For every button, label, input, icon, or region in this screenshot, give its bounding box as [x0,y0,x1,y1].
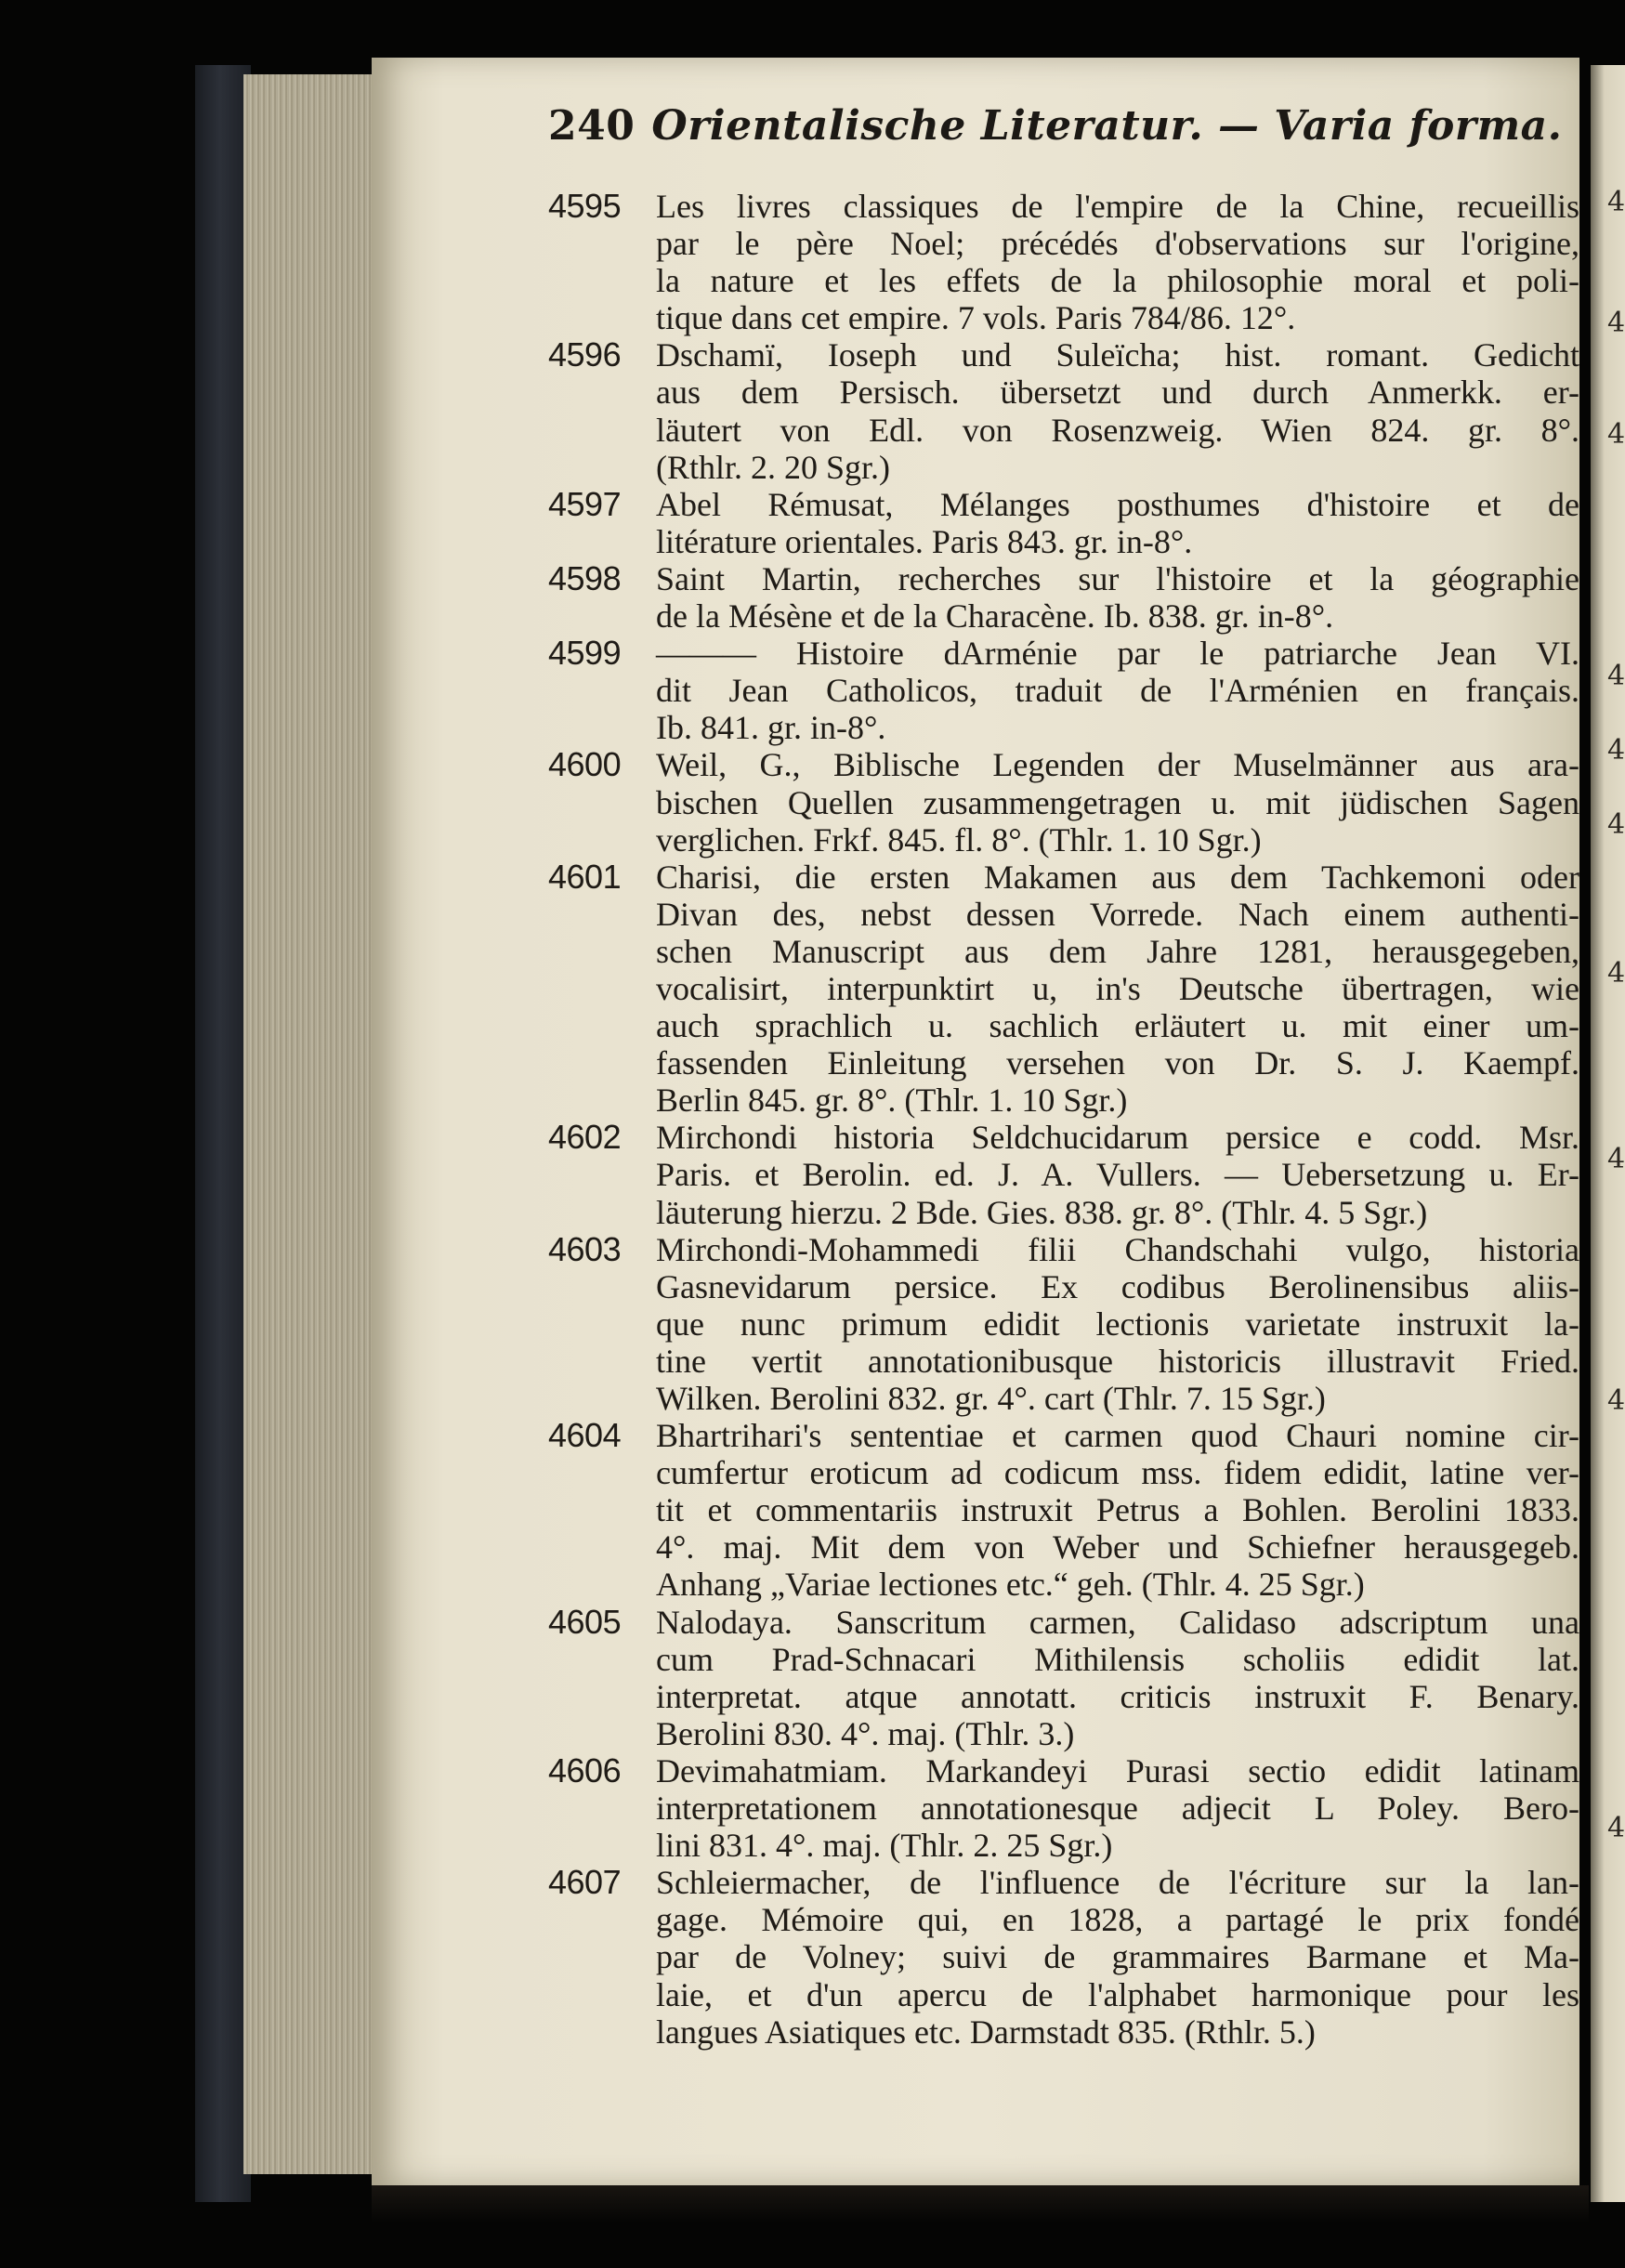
entry-line: auch sprachlich u. sachlich erläutert u. mit einer um- [656,1007,1579,1045]
catalogue-entry [548,1231,1579,1417]
facing-page-fragment: 4 [1607,1812,1625,1844]
entry-line: Devimahatmiam. Markandeyi Purasi sectio edidit latinam [656,1751,1579,1789]
entry-text [656,1119,1579,1230]
entry-text [656,486,1579,560]
page-number: 240 [548,102,636,150]
entry-text [656,859,1579,1120]
entry-line: (Rthlr. 2. 20 Sgr.) [656,448,891,486]
entry-line: la nature et les effets de la philosophie moral et poli- [656,262,1579,300]
facing-page-fragment: 4 [1607,1384,1625,1417]
next-page-edge [1591,65,1625,2202]
entry-text [656,188,1579,336]
entry-number: 4607 [548,1863,622,1902]
entry-line: Bhartrihari's sententiae et carmen quod Chauri nomine cir- [656,1417,1579,1455]
catalogue-entry [548,859,1579,1120]
entry-text [656,560,1579,635]
entry-line: Ib. 841. gr. in-8°. [656,709,886,747]
entry-line: Les livres classiques de l'empire de la Chine, recueillis [656,188,1579,225]
entry-number: 4597 [548,484,622,523]
catalogue-entry [548,1864,1579,2050]
catalogue-entry [548,1417,1579,1603]
catalogue-entry [548,188,1579,336]
entry-line: Saint Martin, recherches sur l'histoire et la géographie [656,559,1579,597]
entry-number: 4596 [548,335,622,374]
entry-line: läuterung hierzu. 2 Bde. Gies. 838. gr. 8°. (Thlr. 4. 5 Sgr.) [656,1193,1428,1231]
entry-line: Dschamï, Ioseph und Suleïcha; hist. romant. Gedicht [656,336,1579,374]
entry-line: fassenden Einleitung versehen von Dr. S. J. Kaempf. [656,1044,1579,1082]
entry-line: tine vertit annotationibusque historicis illustravit Fried. [656,1342,1579,1380]
catalogue-entry [548,1752,1579,1864]
entry-number: 4598 [548,558,622,597]
facing-page-fragment: 4 [1607,734,1625,767]
entry-line: Divan des, nebst dessen Vorrede. Nach einem authenti- [656,895,1579,933]
facing-page-fragment: 4 [1607,957,1625,990]
catalogue-entry [548,1604,1579,1752]
entry-line: Nalodaya. Sanscritum carmen, Calidaso adscriptum una [656,1603,1579,1641]
entry-line: läutert von Edl. von Rosenzweig. Wien 824. gr. 8°. [656,411,1579,449]
catalogue-entry [548,635,1579,746]
running-title: Orientalische Literatur. — Varia forma. [651,102,1563,150]
entry-number: 4599 [548,634,622,673]
entry-line: verglichen. Frkf. 845. fl. 8°. (Thlr. 1. 10 Sgr.) [656,820,1262,859]
entry-line: Mirchondi historia Seldchucidarum persice e codd. Msr. [656,1119,1579,1157]
entry-line: Charisi, die ersten Makamen aus dem Tachkemoni oder [656,858,1579,896]
entry-text [656,635,1579,746]
entry-line: lini 831. 4°. maj. (Thlr. 2. 25 Sgr.) [656,1827,1113,1865]
facing-page-fragment: 4 [1607,307,1625,339]
entry-text [656,1604,1579,1752]
entry-number: 4600 [548,745,622,784]
entry-number: 4603 [548,1229,622,1268]
catalogue-entry [548,486,1579,560]
entry-line: interpretat. atque annotatt. criticis instruxit F. Benary. [656,1677,1579,1715]
entry-text [656,336,1579,485]
entry-line: par le père Noel; précédés d'observations sur l'origine, [656,225,1579,263]
entry-line: de la Mésène et de la Characène. Ib. 838. gr. in-8°. [656,597,1334,636]
entry-number: 4604 [548,1416,622,1455]
entry-line: langues Asiatiques etc. Darmstadt 835. (Rthlr. 5.) [656,2012,1316,2051]
entry-number: 4602 [548,1118,622,1157]
entry-number: 4606 [548,1750,622,1789]
facing-page-fragment: 4 [1607,418,1625,451]
entry-text [656,746,1579,858]
entry-line: tit et commentariis instruxit Petrus a Bohlen. Berolini 1833. [656,1491,1579,1529]
entry-line: Abel Rémusat, Mélanges posthumes d'histoire et de [656,485,1579,523]
facing-page-fragment: 4 [1607,1143,1625,1175]
entry-line: que nunc primum edidit lectionis varietate instruxit la- [656,1304,1579,1343]
entry-line: litérature orientales. Paris 843. gr. in-8°. [656,522,1193,560]
entry-text [656,1417,1579,1603]
entry-line: tique dans cet empire. 7 vols. Paris 784/86. 12°. [656,299,1296,337]
facing-page-fragment: 4 [1607,808,1625,841]
page-bottom-shadow [372,2185,1589,2222]
facing-page-fragment: 4 [1607,186,1625,218]
entry-line: gage. Mémoire qui, en 1828, a partagé le prix fondé [656,1901,1579,1939]
entry-line: Mirchondi-Mohammedi filii Chandschahi vulgo, historia [656,1230,1579,1268]
entry-line: ——— Histoire dArménie par le patriarche Jean VI. [656,635,1579,673]
entry-line: laie, et d'un apercu de l'alphabet harmonique pour les [656,1975,1579,2013]
entry-line: aus dem Persisch. übersetzt und durch Anmerkk. er- [656,374,1579,412]
entry-line: cum Prad-Schnacari Mithilensis scholiis edidit lat. [656,1640,1579,1678]
entry-line: Gasnevidarum persice. Ex codibus Berolinensibus aliis- [656,1267,1579,1305]
entry-line: 4°. maj. Mit dem von Weber und Schiefner herausgegeb. [656,1528,1579,1567]
catalogue-entry [548,1119,1579,1230]
entry-line: Paris. et Berolin. ed. J. A. Vullers. — Uebersetzung u. Er- [656,1156,1579,1194]
entry-line: dit Jean Catholicos, traduit de l'Arménien en français. [656,672,1579,710]
entry-line: bischen Quellen zusammengetragen u. mit jüdischen Sagen [656,783,1579,821]
book-cover-spine [195,65,251,2202]
entry-line: cumfertur eroticum ad codicum mss. fidem edidit, latine ver- [656,1454,1579,1492]
entry-line: Weil, G., Biblische Legenden der Muselmänner aus ara- [656,746,1579,784]
entry-line: interpretationem annotationesque adjecit L Poley. Bero- [656,1789,1579,1828]
entry-line: Berolini 830. 4°. maj. (Thlr. 3.) [656,1714,1075,1752]
running-header [548,102,1563,150]
entry-text [656,1231,1579,1417]
entry-number: 4605 [548,1602,622,1641]
entry-line: Schleiermacher, de l'influence de l'écriture sur la lan- [656,1864,1579,1902]
entry-number: 4595 [548,187,622,225]
catalogue-entry [548,560,1579,635]
entry-text [656,1752,1579,1864]
facing-page-fragment: 4 [1607,660,1625,692]
entry-line: par de Volney; suivi de grammaires Barmane et Ma- [656,1938,1579,1976]
entry-line: schen Manuscript aus dem Jahre 1281, herausgegeben, [656,932,1579,970]
entry-number: 4601 [548,857,622,896]
entry-text [656,1864,1579,2050]
entry-line: Anhang „Variae lectiones etc.“ geh. (Thlr. 4. 25 Sgr.) [656,1566,1365,1604]
entry-line: Wilken. Berolini 832. gr. 4°. cart (Thlr. 7. 15 Sgr.) [656,1380,1326,1417]
catalogue-entry [548,336,1579,485]
entry-line: Berlin 845. gr. 8°. (Thlr. 1. 10 Sgr.) [656,1082,1128,1120]
catalogue-entry [548,746,1579,858]
catalogue-entries [548,188,1579,2051]
entry-line: vocalisirt, interpunktirt u, in's Deutsche übertragen, wie [656,969,1579,1007]
